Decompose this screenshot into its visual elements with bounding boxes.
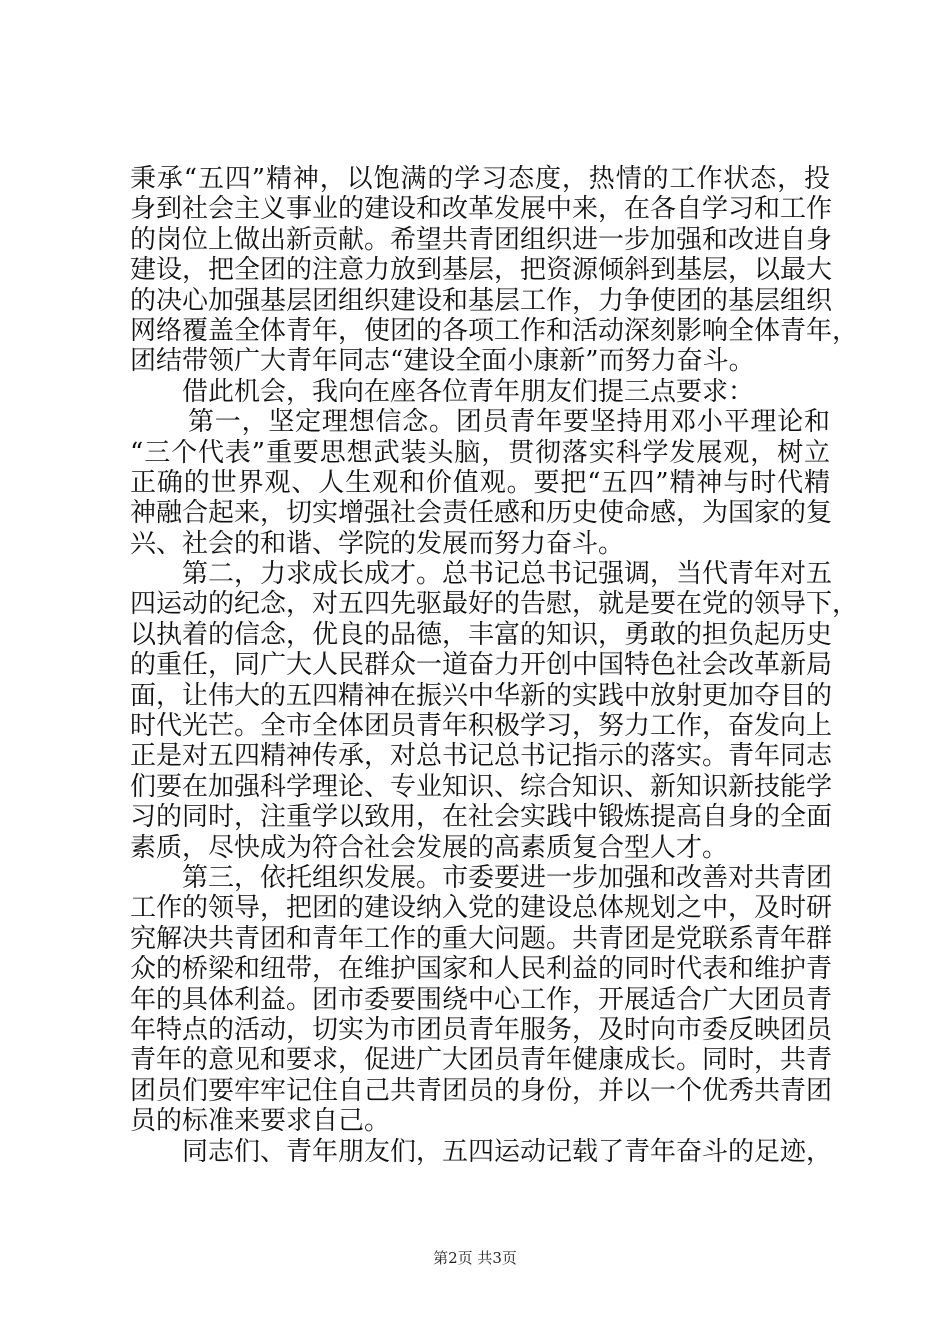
text-line: “三个代表”重要思想武装头脑，贯彻落实科学发展观，树立 bbox=[130, 437, 830, 468]
text-line: 四运动的纪念，对五四先驱最好的告慰，就是要在党的领导下， bbox=[130, 589, 859, 620]
text-line: 兴、社会的和谐、学院的发展而努力奋斗。 bbox=[130, 528, 625, 559]
text-line: 员的标准来要求自己。 bbox=[130, 1106, 391, 1137]
text-line: 习的同时，注重学以致用，在社会实践中锻炼提高自身的全面 bbox=[130, 802, 833, 833]
text-line: 同志们、青年朋友们，五四运动记载了青年奋斗的足迹， bbox=[182, 1136, 833, 1167]
text-line: 建设，把全团的注意力放到基层，把资源倾斜到基层，以最大 bbox=[130, 255, 833, 286]
text-line: 团员们要牢牢记住自己共青团员的身份，并以一个优秀共青团 bbox=[130, 1075, 833, 1106]
document-body bbox=[130, 164, 859, 1167]
text-line: 团结带领广大青年同志“建设全面小康新”而努力奋斗。 bbox=[130, 346, 755, 377]
text-line: 的岗位上做出新贡献。希望共青团组织进一步加强和改进自身 bbox=[130, 224, 833, 255]
text-line: 时代光芒。全市全体团员青年积极学习，努力工作，奋发向上 bbox=[130, 711, 833, 742]
text-line: 众的桥梁和纽带，在维护国家和人民利益的同时代表和维护青 bbox=[130, 954, 833, 985]
text-line: 身到社会主义事业的建设和改革发展中来，在各自学习和工作 bbox=[130, 194, 833, 225]
text-line: 第三，依托组织发展。市委要进一步加强和改善对共青团 bbox=[182, 862, 833, 893]
text-line: 以执着的信念，优良的品德，丰富的知识，勇敢的担负起历史 bbox=[130, 619, 833, 650]
text-line: 青年的意见和要求，促进广大团员青年健康成长。同时，共青 bbox=[130, 1045, 833, 1076]
text-line: 究解决共青团和青年工作的重大问题。共青团是党联系青年群 bbox=[130, 923, 833, 954]
text-line: 秉承“五四”精神，以饱满的学习态度，热情的工作状态，投 bbox=[130, 164, 830, 194]
text-line: 神融合起来，切实增强社会责任感和历史使命感，为国家的复 bbox=[130, 498, 833, 529]
text-line: 素质，尽快成为符合社会发展的高素质复合型人才。 bbox=[130, 832, 729, 863]
text-line: 面，让伟大的五四精神在振兴中华新的实践中放射更加夺目的 bbox=[130, 680, 833, 711]
text-line: 正确的世界观、人生观和价值观。要把“五四”精神与时代精 bbox=[130, 467, 830, 498]
text-line: 年特点的活动，切实为市团员青年服务，及时向市委反映团员 bbox=[130, 1014, 833, 1045]
text-line: 的重任，同广大人民群众一道奋力开创中国特色社会改革新局 bbox=[130, 650, 833, 681]
text-line: 工作的领导，把团的建设纳入党的建设总体规划之中，及时研 bbox=[130, 893, 833, 924]
text-line: 年的具体利益。团市委要围绕中心工作，开展适合广大团员青 bbox=[130, 984, 833, 1015]
page-number-footer: 第2页 共3页 bbox=[433, 1249, 517, 1267]
text-line: 正是对五四精神传承，对总书记总书记指示的落实。青年同志 bbox=[130, 741, 833, 772]
text-line: 第一，坚定理想信念。团员青年要坚持用邓小平理论和 bbox=[188, 407, 830, 438]
text-line: 们要在加强科学理论、专业知识、综合知识、新知识新技能学 bbox=[130, 771, 833, 802]
text-line: 第二，力求成长成才。总书记总书记强调，当代青年对五 bbox=[182, 559, 833, 590]
text-line: 借此机会，我向在座各位青年朋友们提三点要求： bbox=[182, 376, 755, 407]
text-line: 的决心加强基层团组织建设和基层工作，力争使团的基层组织 bbox=[130, 285, 833, 316]
text-line: 网络覆盖全体青年，使团的各项工作和活动深刻影响全体青年， bbox=[130, 315, 859, 346]
